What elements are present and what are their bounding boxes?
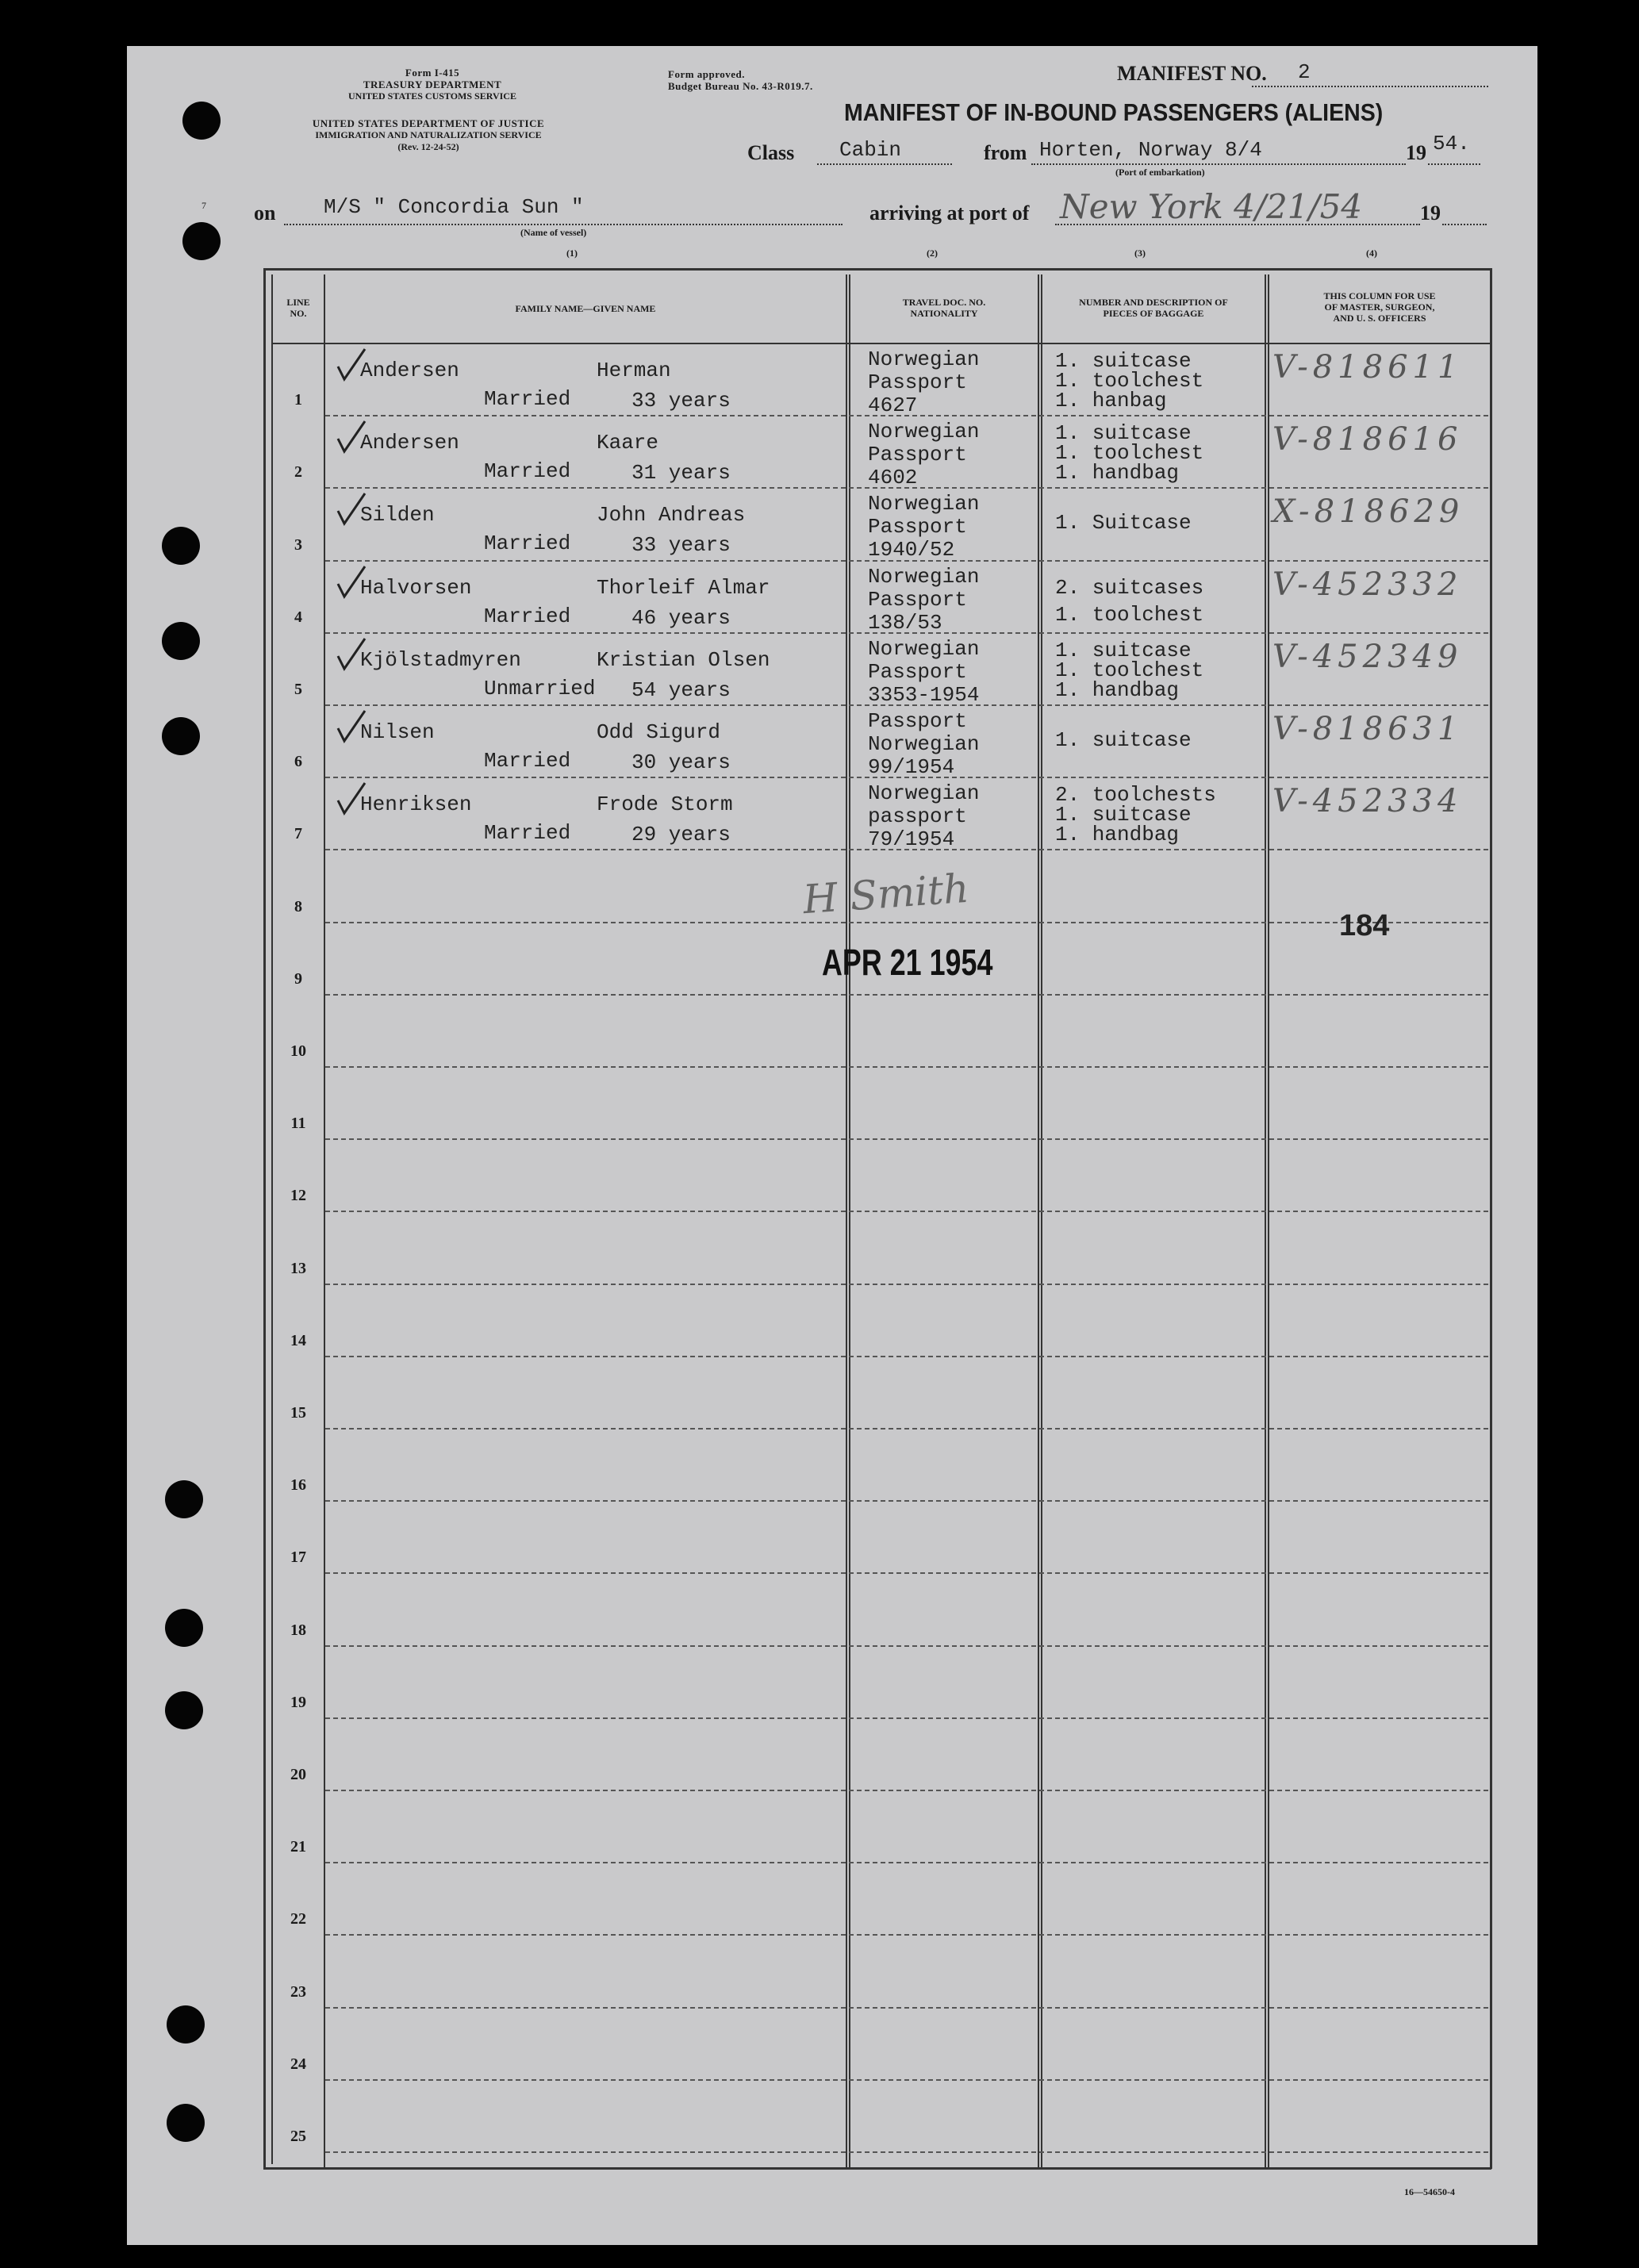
travel-doc-line: 4602 <box>868 466 918 489</box>
baggage-item: 1. suitcase <box>1055 639 1192 662</box>
passenger-age: 30 years <box>631 750 731 774</box>
binder-hole <box>165 1480 203 1518</box>
baggage-item: 1. suitcase <box>1055 421 1192 445</box>
line-number: 11 <box>290 1115 306 1132</box>
line-number: 25 <box>290 2128 306 2145</box>
line-number: 20 <box>290 1766 306 1783</box>
officer-visa-number: V-452332 <box>1272 566 1463 603</box>
travel-doc-line: Passport <box>868 660 967 684</box>
travel-doc-line: Norwegian <box>868 347 980 371</box>
passenger-given-name: Frode Storm <box>597 792 733 816</box>
passenger-family-name: Nilsen <box>360 720 435 744</box>
travel-doc-line: 3353-1954 <box>868 683 980 707</box>
baggage-item: 1. toolchest <box>1055 603 1204 627</box>
passenger-age: 33 years <box>631 533 731 557</box>
agency-block: UNITED STATES DEPARTMENT OF JUSTICE IMMIGRATION AND NATURALIZATION SERVICE (Rev. 12-24-52) <box>312 117 545 152</box>
travel-doc-line: Norwegian <box>868 565 980 589</box>
line-number: 21 <box>290 1838 306 1855</box>
line-number: 12 <box>290 1187 306 1204</box>
year-prefix: 19 <box>1406 141 1426 164</box>
passenger-marital-status: Unmarried <box>484 677 596 700</box>
passenger-marital-status: Married <box>484 387 571 411</box>
vessel-caption: (Name of vessel) <box>520 227 587 238</box>
line-number: 19 <box>290 1694 306 1711</box>
class-value: Cabin <box>839 138 902 162</box>
baggage-item: 2. suitcases <box>1055 576 1204 600</box>
officer-visa-number: V-818631 <box>1272 711 1463 747</box>
name-column-header: FAMILY NAME—GIVEN NAME <box>515 303 656 314</box>
travel-doc-line: Norwegian <box>868 781 980 805</box>
travel-doc-header: TRAVEL DOC. NO. NATIONALITY <box>902 297 986 319</box>
passenger-age: 54 years <box>631 678 731 702</box>
line-number: 6 <box>294 753 302 770</box>
binder-hole <box>182 222 221 260</box>
passenger-given-name: Thorleif Almar <box>597 576 770 600</box>
line-number: 15 <box>290 1404 306 1422</box>
line-number: 3 <box>294 536 302 554</box>
arriving-label: arriving at port of <box>869 201 1030 224</box>
baggage-item: 1. suitcase <box>1055 349 1192 373</box>
baggage-item: 1. toolchest <box>1055 369 1204 393</box>
travel-doc-line: passport <box>868 804 967 828</box>
port-of-embarkation: Horten, Norway 8/4 <box>1039 138 1262 162</box>
baggage-item: 1. handbag <box>1055 461 1180 485</box>
baggage-item: 1. hanbag <box>1055 389 1167 413</box>
manifest-number: 2 <box>1298 60 1311 84</box>
travel-doc-line: Passport <box>868 370 967 394</box>
margin-mark: 7 <box>202 200 206 211</box>
officers-header: THIS COLUMN FOR USE OF MASTER, SURGEON, AND U. S. OFFICERS <box>1323 290 1436 324</box>
line-number: 2 <box>294 463 302 481</box>
travel-doc-line: Passport <box>868 443 967 466</box>
passenger-family-name: Kjölstadmyren <box>360 648 521 672</box>
column-number-2: (2) <box>927 248 938 259</box>
passenger-age: 46 years <box>631 606 731 630</box>
passenger-age: 29 years <box>631 823 731 846</box>
baggage-item: 1. handbag <box>1055 823 1180 846</box>
port-caption: (Port of embarkation) <box>1115 167 1205 178</box>
binder-hole <box>167 2005 205 2044</box>
line-number: 14 <box>290 1332 306 1349</box>
passenger-marital-status: Married <box>484 459 571 483</box>
vessel-name: M/S " Concordia Sun " <box>324 195 584 219</box>
form-designation: Form I-415 TREASURY DEPARTMENT UNITED STATES CUSTOMS SERVICE <box>348 67 516 102</box>
travel-doc-line: Norwegian <box>868 420 980 443</box>
line-number: 24 <box>290 2055 306 2073</box>
travel-doc-line: Passport <box>868 709 967 733</box>
passenger-age: 31 years <box>631 461 731 485</box>
officer-visa-number: V-818616 <box>1272 421 1463 458</box>
line-number: 22 <box>290 1910 306 1928</box>
officer-visa-number: V-452349 <box>1272 639 1463 675</box>
line-number: 18 <box>290 1621 306 1639</box>
passenger-marital-status: Married <box>484 604 571 628</box>
baggage-item: 1. toolchest <box>1055 441 1204 465</box>
manifest-number-label: MANIFEST NO. <box>1117 62 1267 85</box>
binder-hole <box>165 1609 203 1647</box>
footer-code: 16—54650-4 <box>1404 2186 1455 2197</box>
passenger-given-name: John Andreas <box>597 503 746 527</box>
line-number: 7 <box>294 825 302 842</box>
travel-doc-line: 79/1954 <box>868 827 955 851</box>
baggage-item: 1. suitcase <box>1055 728 1192 752</box>
officer-visa-number: X-818629 <box>1272 493 1464 530</box>
travel-doc-line: 99/1954 <box>868 755 955 779</box>
binder-hole <box>165 1691 203 1729</box>
passenger-family-name: Andersen <box>360 359 459 382</box>
passenger-given-name: Kristian Olsen <box>597 648 770 672</box>
binder-hole <box>162 717 200 755</box>
baggage-header: NUMBER AND DESCRIPTION OF PIECES OF BAGGAGE <box>1079 297 1228 319</box>
binder-hole <box>167 2104 205 2142</box>
line-number: 9 <box>294 970 302 988</box>
passenger-marital-status: Married <box>484 821 571 845</box>
passenger-family-name: Henriksen <box>360 792 472 816</box>
page-title: MANIFEST OF IN-BOUND PASSENGERS (ALIENS) <box>844 98 1384 126</box>
approval-note: Form approved. Budget Bureau No. 43-R019.7. <box>668 68 813 92</box>
passenger-family-name: Halvorsen <box>360 576 472 600</box>
travel-doc-line: Norwegian <box>868 732 980 756</box>
arrival-port-date: New York 4/21/54 <box>1060 187 1363 226</box>
passenger-family-name: Silden <box>360 503 435 527</box>
line-number: 17 <box>290 1548 306 1566</box>
line-number: 13 <box>290 1260 306 1277</box>
officer-visa-number: V-818611 <box>1272 349 1463 386</box>
passenger-age: 33 years <box>631 389 731 413</box>
class-label: Class <box>747 141 795 164</box>
baggage-item: 1. toolchest <box>1055 658 1204 682</box>
passenger-given-name: Kaare <box>597 431 659 455</box>
baggage-item: 1. handbag <box>1055 678 1180 702</box>
date-stamp: APR 21 1954 <box>822 942 993 983</box>
travel-doc-line: Norwegian <box>868 492 980 516</box>
line-number: 8 <box>294 898 302 915</box>
travel-doc-line: 4627 <box>868 393 918 417</box>
column-number-3: (3) <box>1134 248 1146 259</box>
travel-doc-line: 1940/52 <box>868 538 955 562</box>
travel-doc-line: Passport <box>868 588 967 612</box>
from-label: from <box>984 141 1027 164</box>
baggage-item: 1. suitcase <box>1055 803 1192 827</box>
passenger-marital-status: Married <box>484 532 571 555</box>
column-number-4: (4) <box>1366 248 1377 259</box>
line-number: 1 <box>294 391 302 409</box>
baggage-item: 2. toolchests <box>1055 783 1216 807</box>
travel-doc-line: 138/53 <box>868 611 942 635</box>
line-number: 16 <box>290 1476 306 1494</box>
travel-doc-line: Passport <box>868 515 967 539</box>
officer-signature: H Smith <box>801 865 971 923</box>
line-number: 23 <box>290 1983 306 2001</box>
passenger-family-name: Andersen <box>360 431 459 455</box>
travel-doc-line: Norwegian <box>868 637 980 661</box>
line-number: 10 <box>290 1042 306 1060</box>
binder-hole <box>182 102 221 140</box>
column-number-1: (1) <box>566 248 578 259</box>
officer-visa-number: V-452334 <box>1272 783 1463 819</box>
line-number: 5 <box>294 681 302 698</box>
passenger-given-name: Odd Sigurd <box>597 720 721 744</box>
line-number: 4 <box>294 608 302 626</box>
on-label: on <box>254 201 276 224</box>
arrival-year-prefix: 19 <box>1420 201 1441 224</box>
binder-hole <box>162 527 200 565</box>
baggage-item: 1. Suitcase <box>1055 511 1192 535</box>
passenger-count: 184 <box>1339 909 1390 942</box>
line-no-header: LINE NO. <box>286 297 310 319</box>
year-value: 54. <box>1433 132 1470 155</box>
passenger-given-name: Herman <box>597 359 671 382</box>
binder-hole <box>162 622 200 660</box>
passenger-marital-status: Married <box>484 749 571 773</box>
